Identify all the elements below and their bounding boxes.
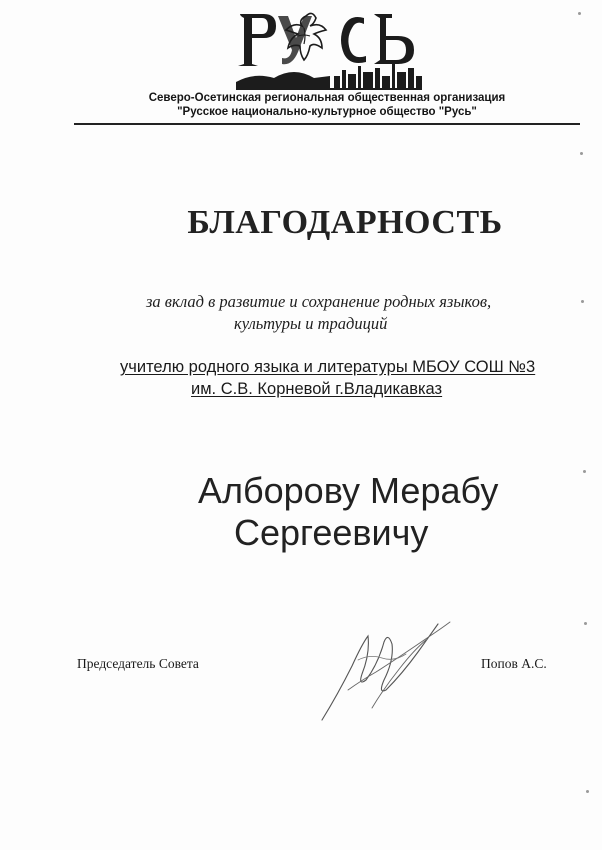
city-skyline-icon: [236, 64, 422, 90]
svg-text:РУСЬ: РУСЬ: [329, 54, 332, 55]
signatory-name: Попов А.С.: [481, 656, 547, 671]
scan-speck: [584, 622, 587, 625]
reason-line1: за вклад в развитие и сохранение родных языков,: [146, 292, 492, 311]
organization-name-line1: Северо-Осетинская региональная общественная организация: [148, 92, 506, 104]
scan-speck: [578, 12, 581, 15]
signature-scribble: [318, 614, 458, 724]
scan-speck: [586, 790, 589, 793]
handwritten-signature: [318, 614, 458, 724]
scan-speck: [580, 152, 583, 155]
recipient-name-line2: Сергеевичу: [234, 512, 429, 553]
recipient-name-line1: Алборову Мерабу: [198, 470, 499, 511]
signatory-position: Председатель Совета: [77, 656, 199, 671]
reason-line2: культуры и традиций: [234, 314, 388, 333]
rus-logo-graphic: [234, 6, 424, 90]
scan-speck: [583, 470, 586, 473]
header-divider: [74, 123, 580, 125]
recipient-role-line2: им. С.В. Корневой г.Владикавказ: [191, 380, 443, 398]
organization-name-line2: "Русское национально-культурное общество "Русь": [177, 106, 477, 118]
rus-logo: [234, 6, 424, 90]
scan-speck: [581, 300, 584, 303]
recipient-role-line1: учителю родного языка и литературы МБОУ СОШ №3: [120, 358, 536, 376]
certificate-title: БЛАГОДАРНОСТЬ: [187, 204, 503, 241]
